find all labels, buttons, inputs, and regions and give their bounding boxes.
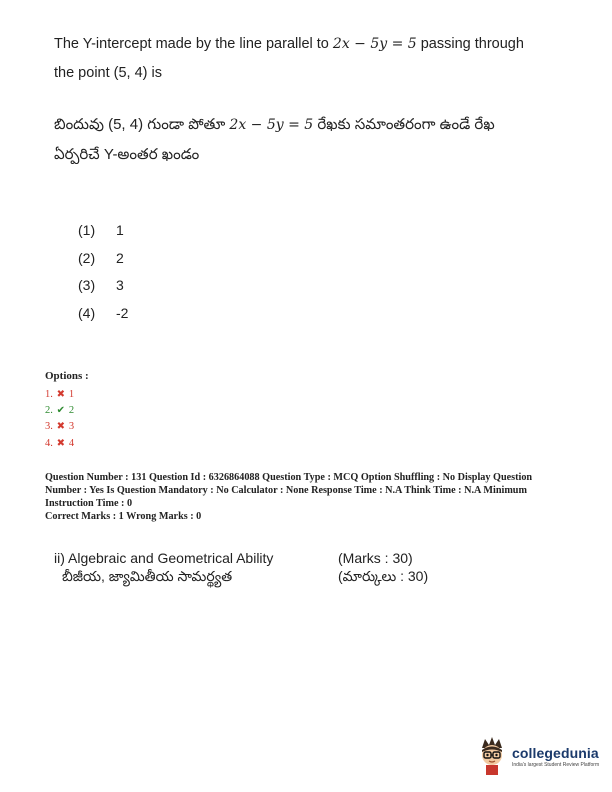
options-title: Options : — [45, 370, 89, 382]
telugu-text-pre: బిందువు (5, 4) గుండా పోతూ — [54, 116, 230, 133]
answer-value: 1 — [68, 388, 75, 400]
cross-icon: ✖ — [56, 437, 66, 449]
answer-value: 3 — [68, 421, 75, 433]
answer-value: 2 — [68, 405, 75, 417]
answer-key-list — [45, 386, 74, 452]
equation: 2x − 5y = 5 — [332, 36, 417, 52]
collegedunia-logo — [476, 735, 606, 777]
choices-list — [78, 222, 128, 332]
question-text: The Y-intercept made by the line parallel to — [54, 36, 333, 52]
choice-number: (2) — [78, 249, 96, 266]
answer-value: 4 — [68, 437, 75, 449]
answer-number: 2. — [45, 405, 53, 417]
choice-value: 2 — [116, 249, 124, 266]
choice-item-3 — [78, 277, 128, 305]
question-telugu-line1 — [54, 110, 564, 140]
check-icon: ✔ — [56, 405, 66, 417]
answer-option-3 — [45, 419, 74, 435]
question-english-line2: the point (5, 4) is — [54, 65, 162, 81]
section-marks-telugu: (మార్కులు : 30) — [338, 568, 429, 584]
choice-value: 3 — [116, 277, 124, 294]
choice-number: (4) — [78, 304, 96, 321]
meta-line-2: Number : Yes Is Question Mandatory : No Calculator : None Response Time : N.A Think Time : N.A Minimum — [45, 485, 527, 496]
question-telugu-line2: ఏర్పరిచే Y-అంతర ఖండం — [54, 146, 200, 163]
answer-option-2 — [45, 402, 74, 418]
choice-item-1 — [78, 222, 128, 250]
choice-value: 1 — [116, 222, 124, 238]
choice-item-2 — [78, 250, 128, 278]
choice-number: (1) — [78, 222, 96, 238]
question-english — [54, 30, 554, 88]
logo-name: collegedunia — [512, 744, 599, 761]
mascot-icon — [476, 736, 508, 776]
answer-number: 3. — [45, 421, 53, 433]
answer-number: 1. — [45, 388, 53, 400]
telugu-equation: 2x − 5y = 5 — [229, 117, 314, 133]
logo-tagline: India's largest Student Review Platform — [512, 761, 600, 768]
section-title-english: ii) Algebraic and Geometrical Ability — [54, 550, 274, 566]
choice-value: -2 — [116, 304, 129, 321]
meta-line-4: Correct Marks : 1 Wrong Marks : 0 — [45, 511, 202, 522]
question-meta — [45, 471, 575, 523]
question-english-line1 — [54, 30, 554, 59]
answer-number: 4. — [45, 437, 53, 449]
cross-icon: ✖ — [56, 388, 66, 400]
choice-item-4 — [78, 305, 128, 333]
answer-option-1 — [45, 386, 74, 402]
section-marks-english: (Marks : 30) — [338, 550, 413, 566]
question-telugu — [54, 110, 564, 170]
logo-text — [512, 745, 599, 768]
cross-icon: ✖ — [56, 421, 66, 433]
question-text-tail: passing through — [416, 36, 524, 52]
meta-line-1: Question Number : 131 Question Id : 6326864088 Question Type : MCQ Option Shuffling : No Display Question — [45, 472, 533, 483]
answer-option-4 — [45, 435, 74, 451]
section-title-telugu: బీజీయ, జ్యామితీయ సామర్థ్యత — [62, 568, 233, 584]
choice-number: (3) — [78, 277, 96, 294]
telugu-text-post: రేఖకు సమాంతరంగా ఉండే రేఖ — [313, 116, 495, 133]
meta-line-3: Instruction Time : 0 — [45, 498, 133, 509]
